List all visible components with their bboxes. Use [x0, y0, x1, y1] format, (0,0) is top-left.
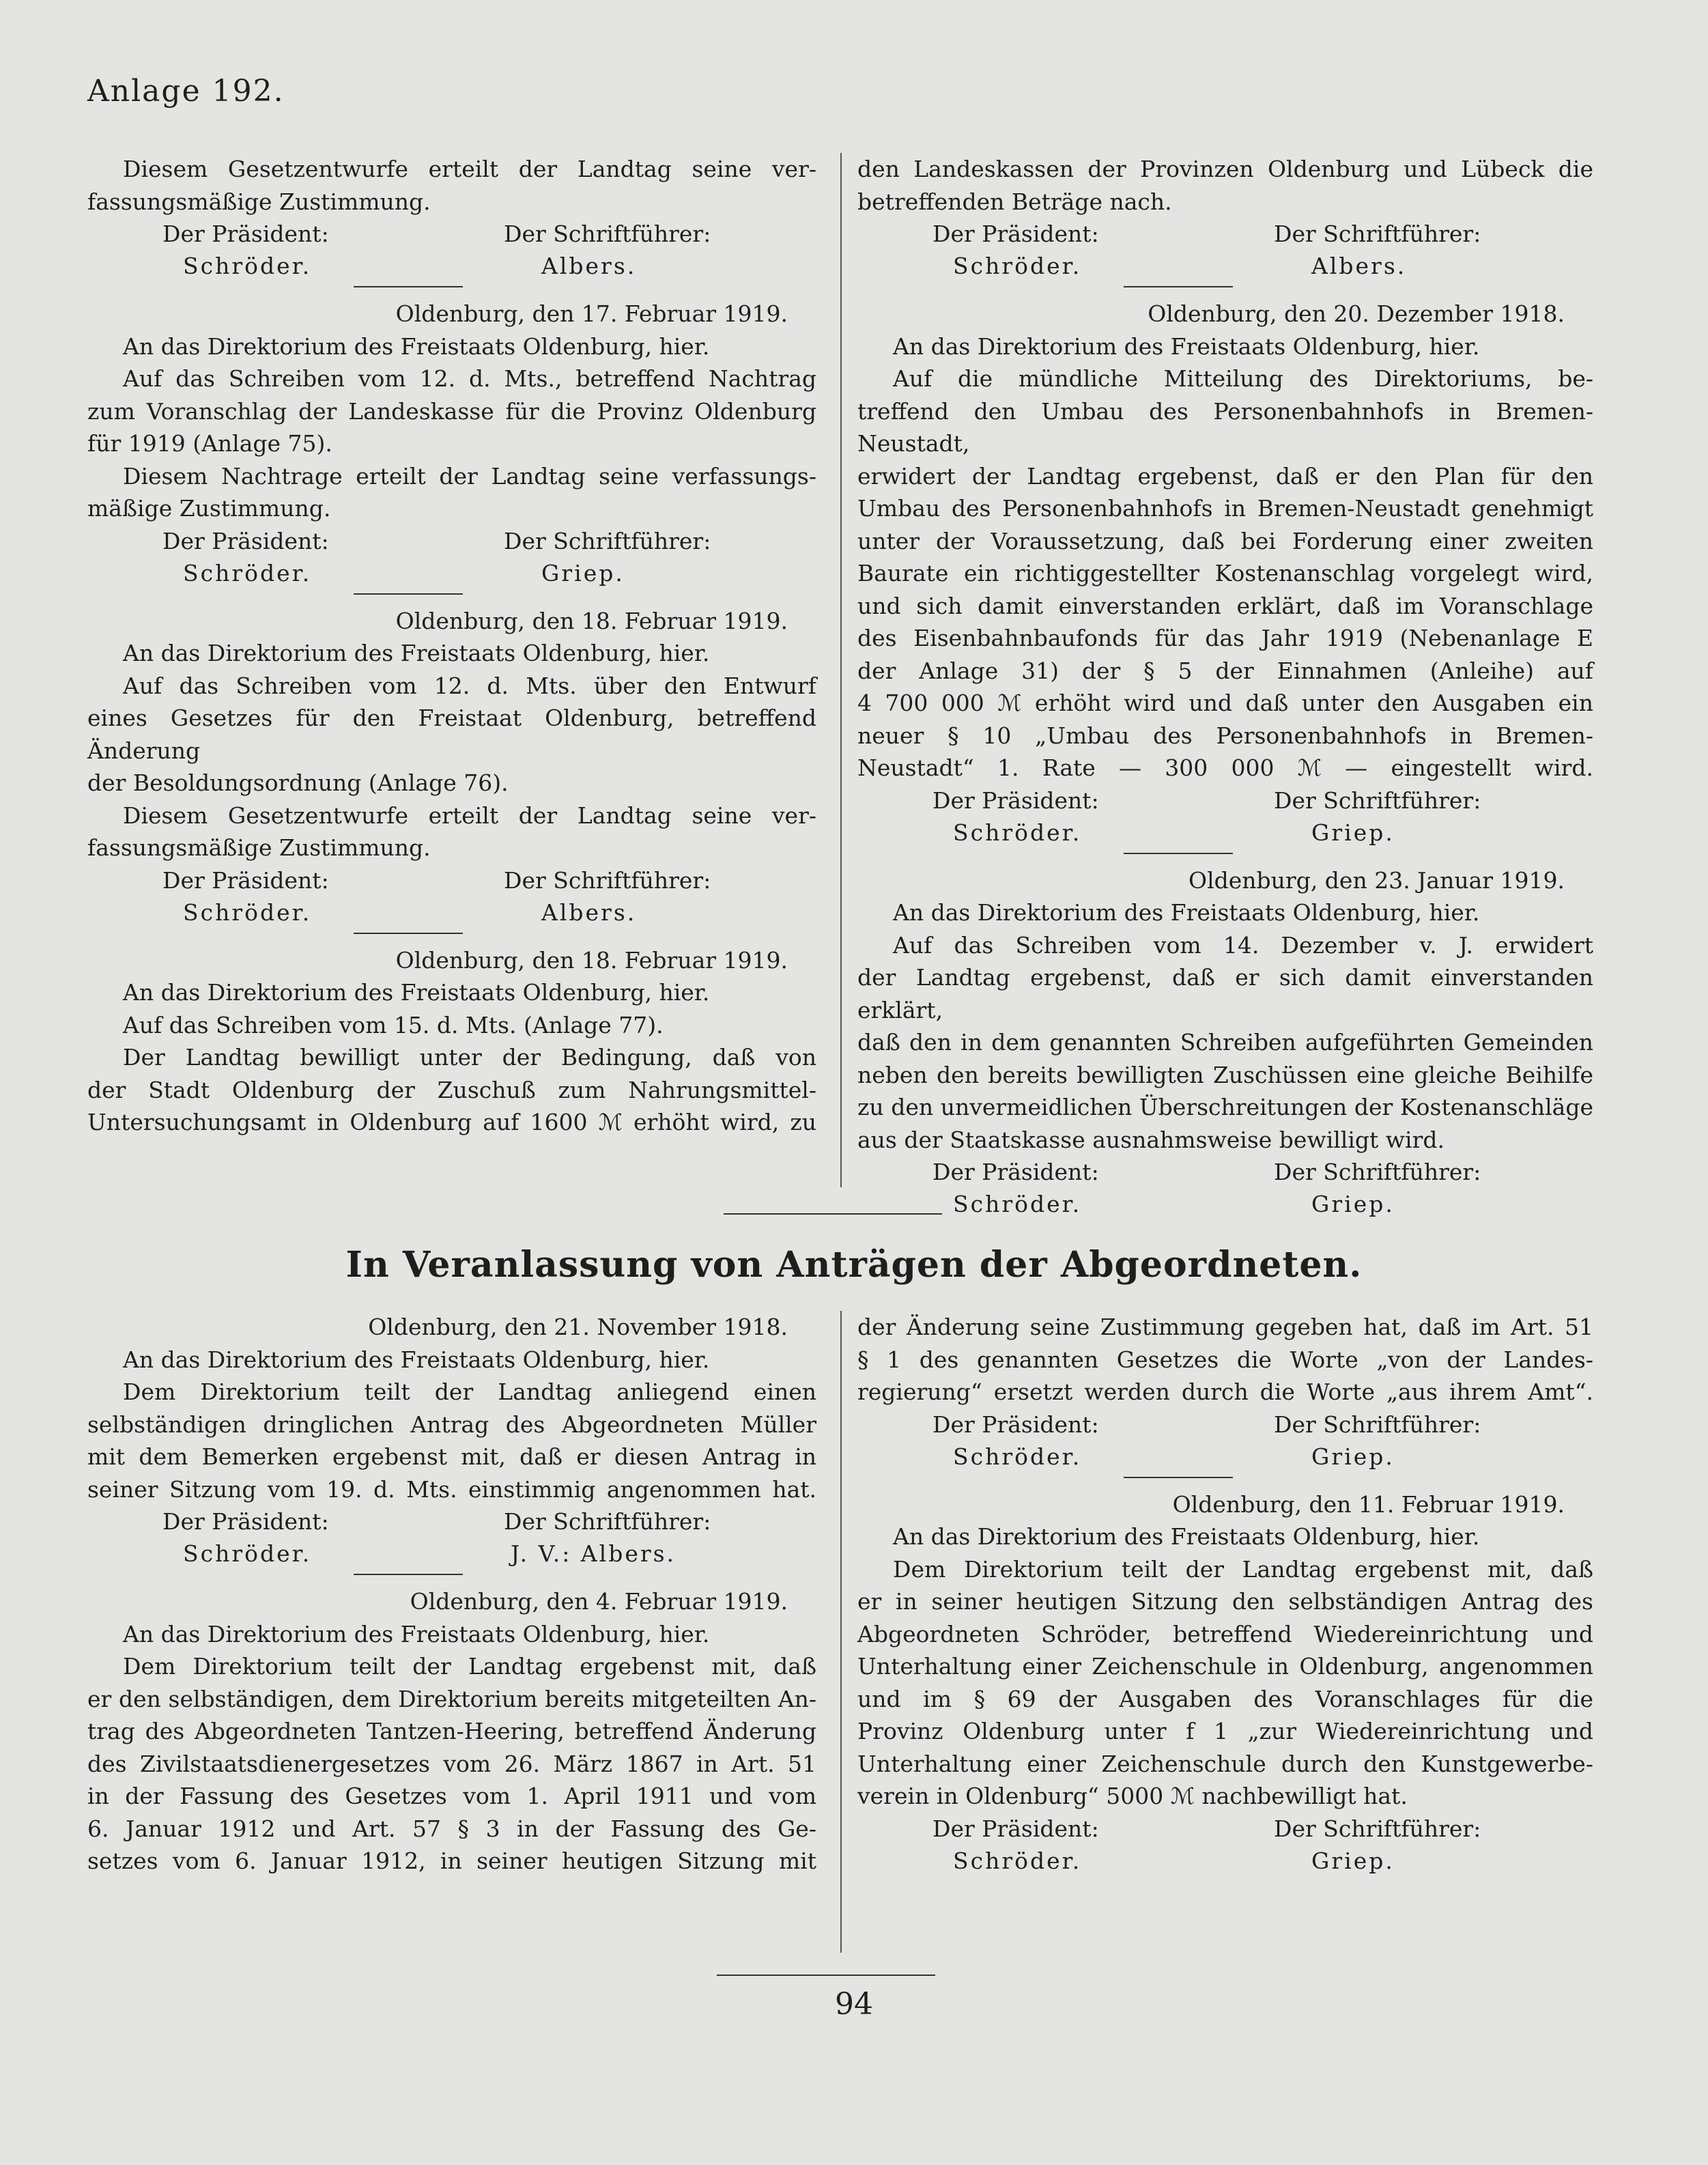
president-name: Schröder. [183, 559, 312, 586]
president-name: Schröder. [183, 253, 312, 279]
dateline: Oldenburg, den 17. Februar 1919. [395, 300, 788, 327]
section-separator-top [724, 1213, 942, 1215]
president-label: Der Präsident: [162, 1508, 329, 1535]
left-column-top [87, 153, 816, 1139]
text-line: fassungsmäßige Zustimmung. [87, 188, 431, 215]
text-line: Auf das Schreiben vom 12. d. Mts. über den Entwurf [123, 672, 816, 699]
president-name: Schröder. [953, 819, 1082, 846]
text-line: Dem Direktorium teilt der Landtag anliegend einen [123, 1378, 816, 1405]
secretary-name: Albers. [1311, 253, 1407, 279]
secretary-label: Der Schriftführer: [504, 527, 711, 554]
section-heading: In Veranlassung von Anträgen der Abgeordneten. [345, 1244, 1363, 1286]
text-line: erwidert der Landtag ergebenst, daß er den Plan für den [857, 462, 1593, 490]
text-line: der Stadt Oldenburg der Zuschuß zum Nahrungsmittel- [87, 1076, 816, 1103]
text-line: 4 700 000 ℳ erhöht wird und daß unter den Ausgaben ein [857, 690, 1593, 716]
text-line: Diesem Gesetzentwurfe erteilt der Landtag seine ver- [123, 156, 816, 182]
president-name: Schröder. [953, 1847, 1082, 1874]
text-line: Abgeordneten Schröder, betreffend Wiedereinrichtung und [857, 1620, 1593, 1647]
text-line: der Landtag ergebenst, daß er sich damit einverstanden erklärt, [857, 964, 1593, 1023]
right-column-bottom [857, 1311, 1593, 1878]
dateline: Oldenburg, den 23. Januar 1919. [1189, 866, 1565, 894]
text-line: Der Landtag bewilligt unter der Bedingung, daß von [123, 1044, 816, 1071]
president-name: Schröder. [953, 253, 1082, 279]
text-line: des Zivilstaatsdienergesetzes vom 26. März 1867 in Art. 51 [87, 1750, 816, 1777]
president-label: Der Präsident: [933, 1815, 1099, 1842]
president-label: Der Präsident: [162, 866, 329, 894]
secretary-label: Der Schriftführer: [504, 866, 711, 894]
text-line: Diesem Gesetzentwurfe erteilt der Landtag seine ver- [123, 802, 816, 829]
page-header: Anlage 192. [87, 74, 285, 109]
left-column-bottom [87, 1311, 816, 1878]
text-line: selbständigen dringlichen Antrag des Abgeordneten Müller [87, 1411, 816, 1438]
president-label: Der Präsident: [933, 787, 1099, 814]
text-line: für 1919 (Anlage 75). [87, 430, 332, 457]
text-line: trag des Abgeordneten Tantzen-Heering, betreffend Änderung [87, 1718, 816, 1744]
text-line: Auf das Schreiben vom 15. d. Mts. (Anlage 77). [123, 1011, 664, 1038]
text-line: Provinz Oldenburg unter f 1 „zur Wiedereinrichtung und [857, 1718, 1593, 1744]
text-line: den Landeskassen der Provinzen Oldenburg und Lübeck die [857, 156, 1593, 182]
text-line: § 1 des genannten Gesetzes die Worte „von der Landes- [857, 1346, 1593, 1373]
address-line: An das Direktorium des Freistaats Oldenburg, hier. [123, 332, 710, 360]
page-number: 94 [835, 1987, 873, 2022]
text-line: und im § 69 der Ausgaben des Voranschlages für die [857, 1685, 1593, 1712]
signature-block [857, 218, 1593, 283]
signature-block [87, 1505, 816, 1570]
text-line: mäßige Zustimmung. [87, 495, 331, 522]
secretary-label: Der Schriftführer: [1274, 221, 1481, 247]
text-line: zum Voranschlag der Landeskasse für die Provinz Oldenburg [87, 397, 816, 425]
president-label: Der Präsident: [933, 1159, 1099, 1185]
dateline: Oldenburg, den 11. Februar 1919. [1172, 1490, 1565, 1518]
address-line: An das Direktorium des Freistaats Oldenburg, hier. [123, 979, 710, 1006]
dateline: Oldenburg, den 21. November 1918. [368, 1314, 788, 1340]
president-name: Schröder. [183, 898, 312, 926]
text-line: Unterhaltung einer Zeichenschule durch den Kunstgewerbe- [857, 1750, 1593, 1777]
footer-separator [717, 1975, 935, 1976]
secretary-label: Der Schriftführer: [1274, 1159, 1481, 1185]
text-line: verein in Oldenburg“ 5000 ℳ nachbewilligt hat. [857, 1783, 1408, 1809]
text-line: Baurate ein richtiggestellter Kostenanschlag vorgelegt wird, [857, 560, 1593, 586]
text-line: Dem Direktorium teilt der Landtag ergebenst mit, daß [123, 1653, 816, 1680]
text-line: mit dem Bemerken ergebenst mit, daß er diesen Antrag in [87, 1443, 816, 1470]
president-name: Schröder. [953, 1191, 1082, 1217]
president-label: Der Präsident: [933, 1411, 1099, 1438]
signature-block [87, 525, 816, 590]
signature-block [87, 218, 816, 283]
dateline: Oldenburg, den 4. Februar 1919. [410, 1588, 788, 1615]
text-line: treffend den Umbau des Personenbahnhofs in Bremen-Neustadt, [857, 397, 1593, 457]
president-name: Schröder. [953, 1443, 1082, 1470]
text-line: Unterhaltung einer Zeichenschule in Oldenburg, angenommen [857, 1653, 1593, 1680]
text-line: des Eisenbahnbaufonds für das Jahr 1919 (Nebenanlage E [857, 625, 1593, 651]
secretary-name: Albers. [541, 253, 637, 279]
address-line: An das Direktorium des Freistaats Oldenburg, hier. [123, 1620, 710, 1647]
text-line: er den selbständigen, dem Direktorium bereits mitgeteilten An- [87, 1685, 816, 1712]
secretary-label: Der Schriftführer: [504, 221, 711, 247]
text-line: 6. Januar 1912 und Art. 57 § 3 in der Fassung des Ge- [87, 1815, 816, 1842]
separator-rule [354, 593, 463, 595]
dateline: Oldenburg, den 20. Dezember 1918. [1148, 300, 1565, 327]
text-line: aus der Staatskasse ausnahmsweise bewilligt wird. [857, 1126, 1444, 1153]
text-line: Auf das Schreiben vom 14. Dezember v. J. erwidert [893, 931, 1593, 959]
text-line: der Änderung seine Zustimmung gegeben hat, daß im Art. 51 [857, 1314, 1593, 1340]
secretary-label: Der Schriftführer: [504, 1508, 711, 1535]
text-line: regierung“ ersetzt werden durch die Worte „aus ihrem Amt“. [857, 1378, 1593, 1405]
text-line: der Besoldungsordnung (Anlage 76). [87, 769, 509, 796]
president-label: Der Präsident: [162, 221, 329, 247]
text-line: Dem Direktorium teilt der Landtag ergebenst mit, daß [893, 1555, 1593, 1583]
text-line: in der Fassung des Gesetzes vom 1. April 1911 und vom [87, 1783, 816, 1809]
separator-rule [1124, 286, 1233, 287]
column-divider [840, 1311, 842, 1953]
text-line: Untersuchungsamt in Oldenburg auf 1600 ℳ erhöht wird, zu [87, 1109, 816, 1135]
text-line: daß den in dem genannten Schreiben aufgeführten Gemeinden [857, 1029, 1593, 1056]
separator-rule [1124, 1477, 1233, 1478]
text-line: betreffenden Beträge nach. [857, 188, 1172, 215]
text-line: und sich damit einverstanden erklärt, daß im Voranschlage [857, 592, 1593, 619]
address-line: An das Direktorium des Freistaats Oldenburg, hier. [123, 640, 710, 666]
separator-rule [354, 933, 463, 934]
address-line: An das Direktorium des Freistaats Oldenburg, hier. [893, 899, 1480, 926]
dateline: Oldenburg, den 18. Februar 1919. [395, 607, 788, 634]
signature-block [857, 1409, 1593, 1473]
column-divider [840, 153, 842, 1187]
secretary-label: Der Schriftführer: [1274, 1815, 1481, 1842]
text-line: eines Gesetzes für den Freistaat Oldenburg, betreffend Änderung [87, 705, 816, 764]
signature-block [857, 1156, 1593, 1221]
text-line: neuer § 10 „Umbau des Personenbahnhofs in Bremen- [857, 722, 1593, 749]
secretary-label: Der Schriftführer: [1274, 787, 1481, 814]
right-column-top [857, 153, 1593, 1221]
president-label: Der Präsident: [162, 527, 329, 554]
president-label: Der Präsident: [933, 221, 1099, 247]
text-line: Auf das Schreiben vom 12. d. Mts., betreffend Nachtrag [123, 365, 816, 392]
dateline: Oldenburg, den 18. Februar 1919. [395, 946, 788, 974]
address-line: An das Direktorium des Freistaats Oldenburg, hier. [893, 1523, 1480, 1550]
text-line: setzes vom 6. Januar 1912, in seiner heutigen Sitzung mit [87, 1848, 816, 1874]
separator-rule [1124, 853, 1233, 854]
address-line: An das Direktorium des Freistaats Oldenburg, hier. [893, 332, 1480, 360]
text-line: er in seiner heutigen Sitzung den selbständigen Antrag des [857, 1588, 1593, 1615]
secretary-name: J. V.: Albers. [511, 1540, 677, 1567]
text-line: seiner Sitzung vom 19. d. Mts. einstimmig angenommen hat. [87, 1475, 816, 1503]
text-line: neben den bereits bewilligten Zuschüssen eine gleiche Beihilfe [857, 1061, 1593, 1088]
secretary-name: Griep. [1311, 1191, 1395, 1217]
text-line: der Anlage 31) der § 5 der Einnahmen (Anleihe) auf [857, 657, 1593, 684]
signature-block [857, 784, 1593, 849]
separator-rule [354, 286, 463, 287]
address-line: An das Direktorium des Freistaats Oldenburg, hier. [123, 1346, 710, 1373]
text-line: Auf die mündliche Mitteilung des Direktoriums, be- [893, 365, 1593, 392]
text-line: zu den unvermeidlichen Überschreitungen der Kostenanschläge [857, 1094, 1593, 1120]
secretary-name: Albers. [541, 898, 637, 926]
text-line: unter der Voraussetzung, daß bei Forderung einer zweiten [857, 527, 1593, 554]
secretary-label: Der Schriftführer: [1274, 1411, 1481, 1438]
secretary-name: Griep. [1311, 1443, 1395, 1470]
separator-rule [354, 1574, 463, 1575]
signature-block [87, 864, 816, 929]
secretary-name: Griep. [1311, 819, 1395, 846]
text-line: Diesem Nachtrage erteilt der Landtag seine verfassungs- [123, 462, 816, 490]
secretary-name: Griep. [541, 559, 625, 586]
secretary-name: Griep. [1311, 1847, 1395, 1874]
signature-block [857, 1813, 1593, 1878]
president-name: Schröder. [183, 1540, 312, 1567]
text-line: fassungsmäßige Zustimmung. [87, 834, 431, 861]
text-line: Umbau des Personenbahnhofs in Bremen-Neustadt genehmigt [857, 495, 1593, 522]
text-line: Neustadt“ 1. Rate — 300 000 ℳ — eingestellt wird. [857, 754, 1593, 781]
